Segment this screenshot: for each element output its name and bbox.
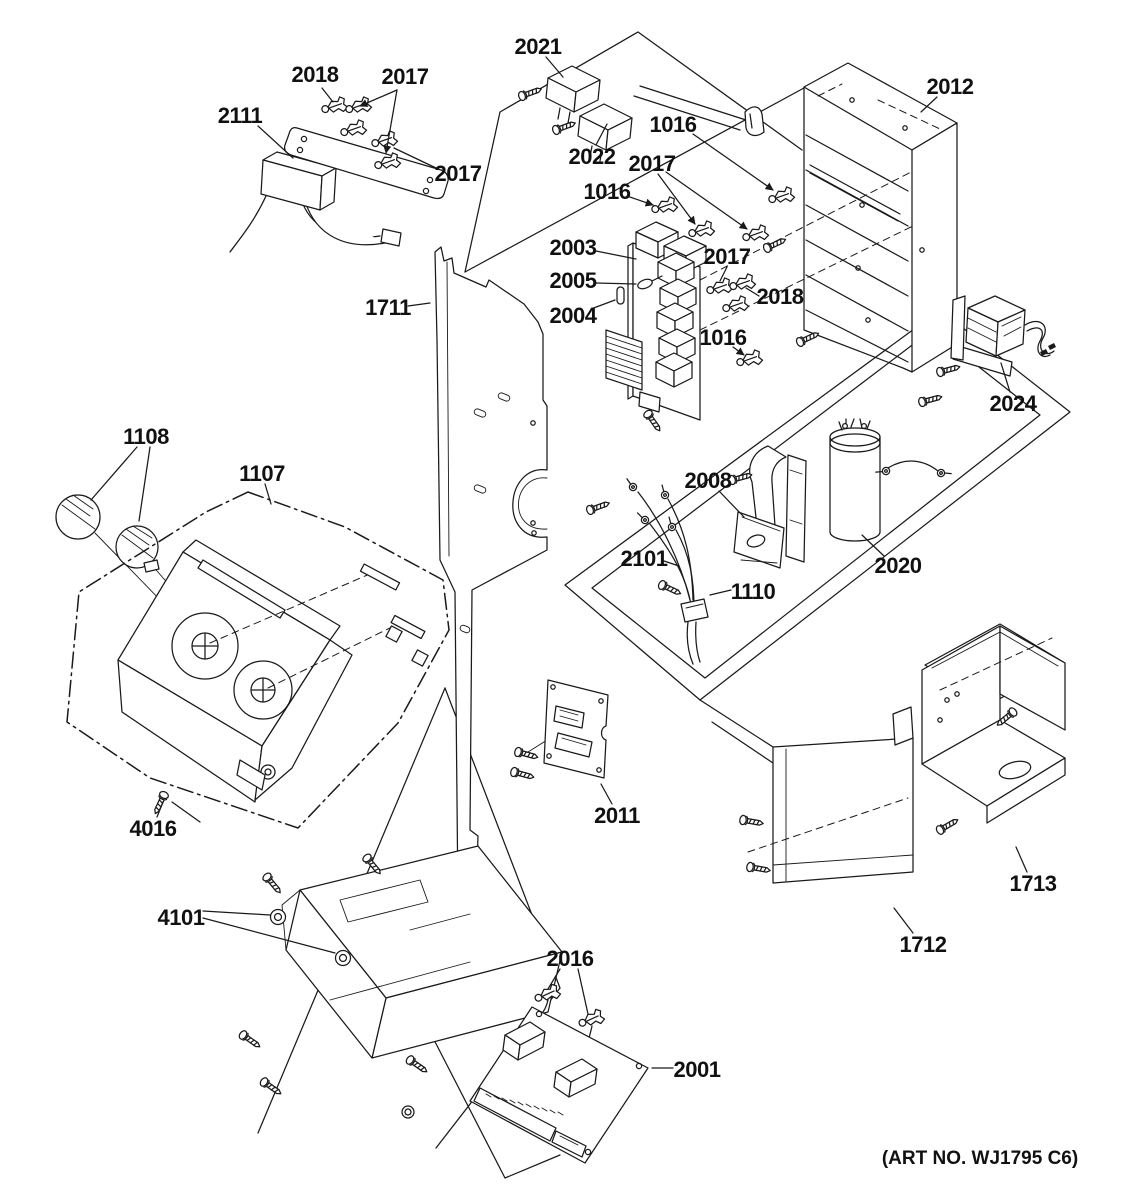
- part-1711-barrier-panel: [435, 247, 547, 904]
- callout-2012: 2012: [926, 74, 974, 99]
- callout-4101: 4101: [157, 905, 205, 930]
- callout-2021: 2021: [514, 34, 562, 59]
- callout-2101: 2101: [620, 546, 668, 571]
- callout-4016: 4016: [129, 816, 177, 841]
- part-1713-enclosure: [922, 624, 1065, 823]
- callout-1711: 1711: [365, 295, 411, 320]
- part-2003-power-board: [606, 222, 706, 433]
- callout-2017: 2017: [381, 64, 429, 89]
- callout-1016: 1016: [699, 325, 747, 350]
- callout-2005: 2005: [549, 268, 597, 293]
- part-2024-transformer: [951, 296, 1056, 376]
- callout-2020: 2020: [874, 553, 922, 578]
- callout-2017: 2017: [703, 244, 751, 269]
- callout-2024: 2024: [989, 391, 1037, 416]
- art-number: (ART NO. WJ1795 C6): [881, 1148, 1079, 1169]
- part-2020-capacitor: [830, 419, 951, 541]
- callout-2111: 2111: [217, 103, 263, 128]
- part-1712-cover: [748, 707, 913, 883]
- callout-2022: 2022: [568, 144, 616, 169]
- part-1110-clamp: [681, 599, 708, 622]
- callout-1110: 1110: [730, 579, 776, 604]
- callout-2004: 2004: [549, 303, 597, 328]
- callout-2017: 2017: [434, 161, 482, 186]
- callout-2018: 2018: [756, 284, 804, 309]
- callout-2018: 2018: [291, 62, 339, 87]
- callout-2008: 2008: [684, 468, 732, 493]
- callout-2011: 2011: [594, 803, 640, 828]
- part-2011-small-board: [528, 680, 608, 778]
- callout-1016: 1016: [583, 179, 631, 204]
- callout-1713: 1713: [1009, 871, 1057, 896]
- callout-1107: 1107: [239, 461, 285, 486]
- callout-2001: 2001: [673, 1057, 721, 1082]
- callout-2016: 2016: [546, 946, 594, 971]
- part-2111-transformer-assembly: [230, 128, 448, 252]
- part-2008-bracket: [734, 446, 806, 568]
- part-2012-control-box: [745, 63, 957, 372]
- callout-1016: 1016: [649, 112, 697, 137]
- callout-1108: 1108: [123, 424, 169, 449]
- callout-1712: 1712: [899, 932, 947, 957]
- callout-2017: 2017: [628, 151, 676, 176]
- callout-2003: 2003: [549, 235, 597, 260]
